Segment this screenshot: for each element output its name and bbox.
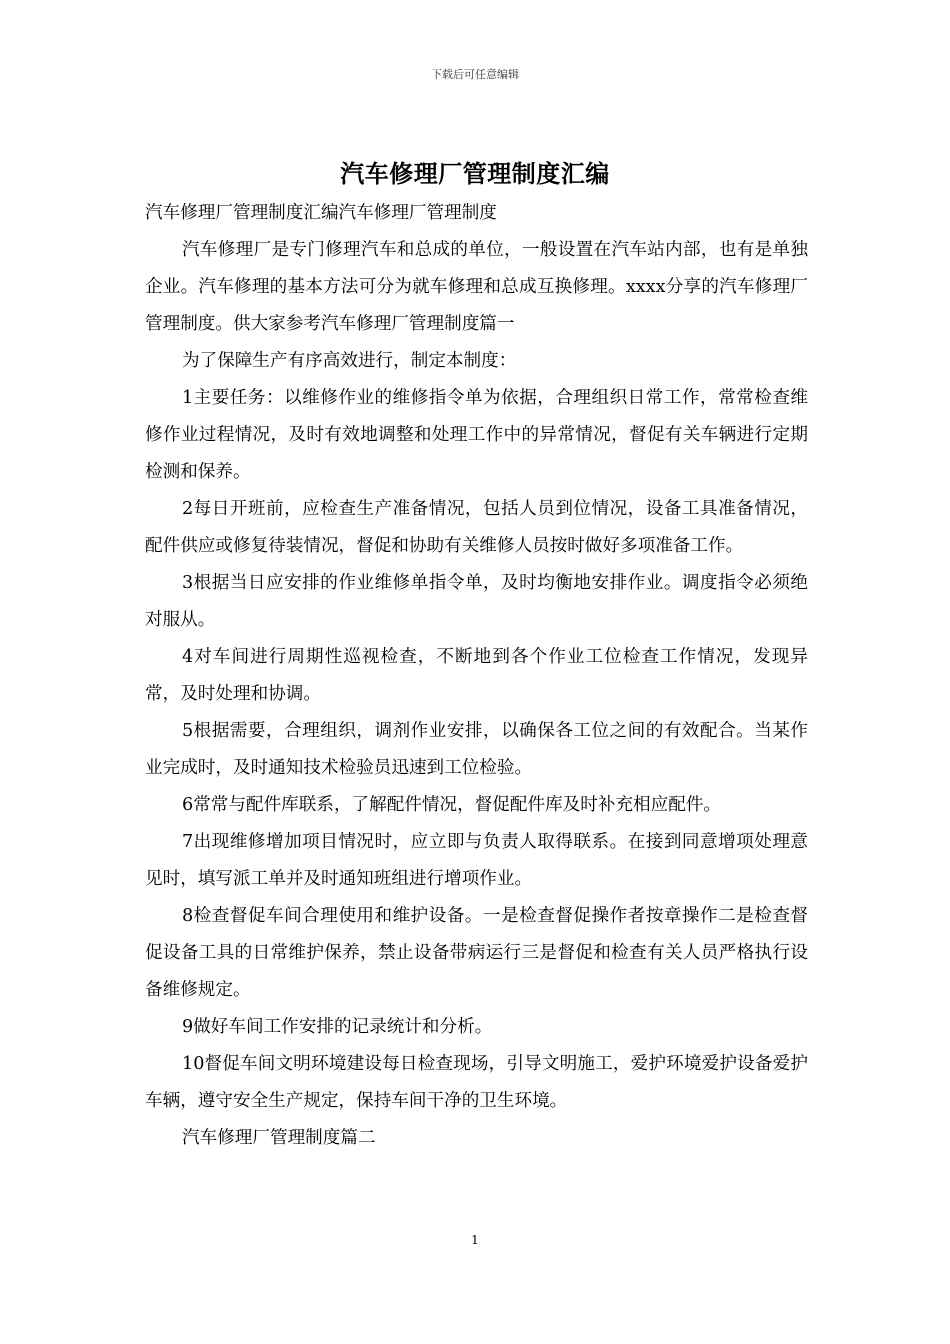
paragraph-section-heading: 汽车修理厂管理制度篇二	[182, 1128, 376, 1148]
paragraph-item-10: 10督促车间文明环境建设每日检查现场，引导文明施工，爱护环境爱护设备爱护车辆，遵守安全生产规定，保持车间干净的卫生环境。	[145, 1054, 808, 1111]
document-title: 汽车修理厂管理制度汇编	[340, 159, 610, 188]
paragraph-item-5: 5根据需要，合理组织，调剂作业安排，以确保各工位之间的有效配合。当某作业完成时，及时通知技术检验员迅速到工位检验。	[145, 721, 808, 778]
paragraph-item-8: 8检查督促车间合理使用和维护设备。一是检查督促操作者按章操作二是检查督促设备工具的日常维护保养，禁止设备带病运行三是督促和检查有关人员严格执行设备维修规定。	[145, 906, 808, 1000]
document-body	[145, 195, 808, 1157]
paragraph-intro: 汽车修理厂是专门修理汽车和总成的单位，一般设置在汽车站内部，也有是单独企业。汽车修理的基本方法可分为就车修理和总成互换修理。xxxx分享的汽车修理厂管理制度。供大家参考汽车修理厂管理制度篇一	[145, 240, 808, 334]
paragraph-item-4: 4对车间进行周期性巡视检查，不断地到各个作业工位检查工作情况，发现异常，及时处理和协调。	[145, 647, 808, 704]
paragraph-item-3: 3根据当日应安排的作业维修单指令单，及时均衡地安排作业。调度指令必须绝对服从。	[145, 573, 808, 630]
paragraph-item-7: 7出现维修增加项目情况时，应立即与负责人取得联系。在接到同意增项处理意见时，填写派工单并及时通知班组进行增项作业。	[145, 832, 808, 889]
paragraph-subtitle: 汽车修理厂管理制度汇编汽车修理厂管理制度	[145, 203, 497, 223]
paragraph-item-9: 9做好车间工作安排的记录统计和分析。	[182, 1017, 493, 1037]
paragraph-item-6: 6常常与配件库联系，了解配件情况，督促配件库及时补充相应配件。	[182, 795, 722, 815]
paragraph-item-2: 2每日开班前，应检查生产准备情况，包括人员到位情况，设备工具准备情况，配件供应或修复待装情况，督促和协助有关维修人员按时做好多项准备工作。	[145, 499, 808, 556]
page-number: 1	[471, 1233, 479, 1247]
paragraph-purpose: 为了保障生产有序高效进行，制定本制度：	[182, 351, 517, 371]
paragraph-item-1: 1主要任务：以维修作业的维修指令单为依据，合理组织日常工作，常常检查维修作业过程情况，及时有效地调整和处理工作中的异常情况，督促有关车辆进行定期检测和保养。	[145, 388, 808, 482]
page-header-note: 下载后可任意编辑	[431, 68, 519, 81]
